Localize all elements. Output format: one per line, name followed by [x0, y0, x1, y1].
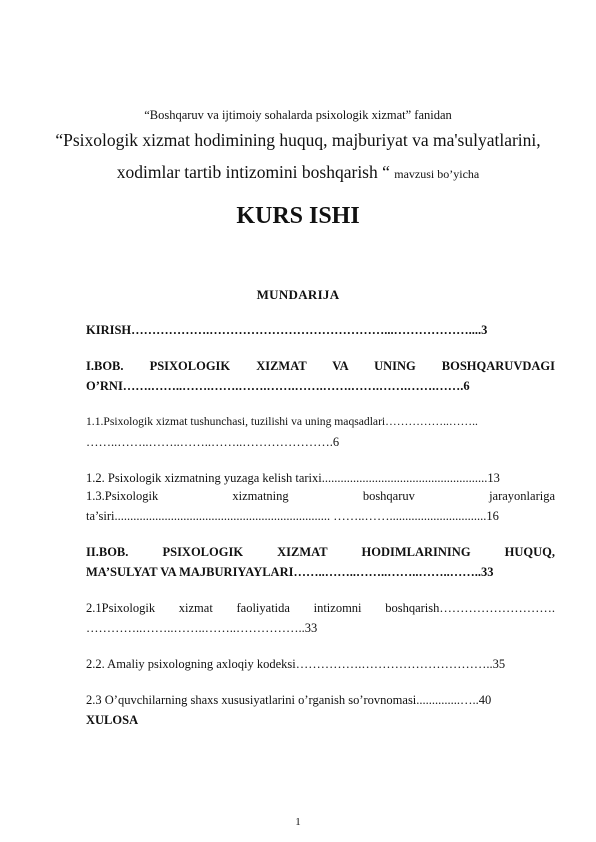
toc-entry-1-1-line-2: ……..……..……..……..……..………………….6: [86, 435, 340, 449]
toc-entry-2-1-line-2: …………..……..……..……..……………..33: [86, 621, 318, 635]
toc-entry-1-2: 1.2. Psixologik xizmatning yuzaga kelish tarixi.....................................................13: [86, 471, 500, 485]
toc-entry-chapter-2-line-1: II.BOB. PSIXOLOGIK XIZMAT HODIMLARINING HUQUQ,: [86, 545, 555, 559]
document-type-heading: KURS ISHI: [236, 203, 360, 229]
title-line-2: [0, 162, 596, 183]
subject-line: “Boshqaruv va ijtimoiy sohalarda psixologik xizmat” fanidan: [144, 108, 452, 122]
toc-entry-1-3-line-2: ta’siri..................................................................... ……..……...............................16: [86, 509, 499, 523]
toc-entry-chapter-1-line-1: I.BOB. PSIXOLOGIK XIZMAT VA UNING BOSHQARUVDAGI: [86, 359, 555, 373]
toc-entry-2-3: 2.3 O’quvchilarning shaxs xususiyatlarini o’rganish so’rovnomasi..............…..40: [86, 693, 492, 707]
toc-entry-chapter-1-line-2: O’RNI…….……..…….…….…….…….…….…….…….…….…….…….6: [86, 379, 470, 393]
toc-heading: MUNDARIJA: [256, 287, 340, 302]
toc-entry-1-1-line-1: 1.1.Psixologik xizmat tushunchasi, tuzilishi va uning maqsadlari……………..……..: [86, 415, 478, 428]
title-line-1: “Psixologik xizmat hodimining huquq, majburiyat va ma'sulyatlarini,: [55, 130, 541, 150]
toc-entry-xulosa: XULOSA: [86, 713, 139, 727]
toc-entry-2-2: 2.2. Amaliy psixologning axloqiy kodeksi…………….…………………………..35: [86, 657, 506, 671]
title-suffix: mavzusi bo’yicha: [394, 167, 480, 181]
toc-entry-1-3-line-1: 1.3.Psixologik xizmatning boshqaruv jarayonlariga: [86, 489, 555, 503]
toc-entry-chapter-2-line-2: MA’SULYAT VA MAJBURIYAYLARI……..……..……..……..……..……..33: [86, 565, 494, 579]
page-number: 1: [295, 816, 301, 828]
toc-entry-kirish: KIRISH……………….……………………………………...………………....3: [86, 323, 488, 337]
title-line-2-text: xodimlar tartib intizomini boshqarish “: [116, 162, 390, 182]
toc-entry-2-1-line-1: 2.1Psixologik xizmat faoliyatida intizomni boshqarish……………………….: [86, 601, 555, 615]
